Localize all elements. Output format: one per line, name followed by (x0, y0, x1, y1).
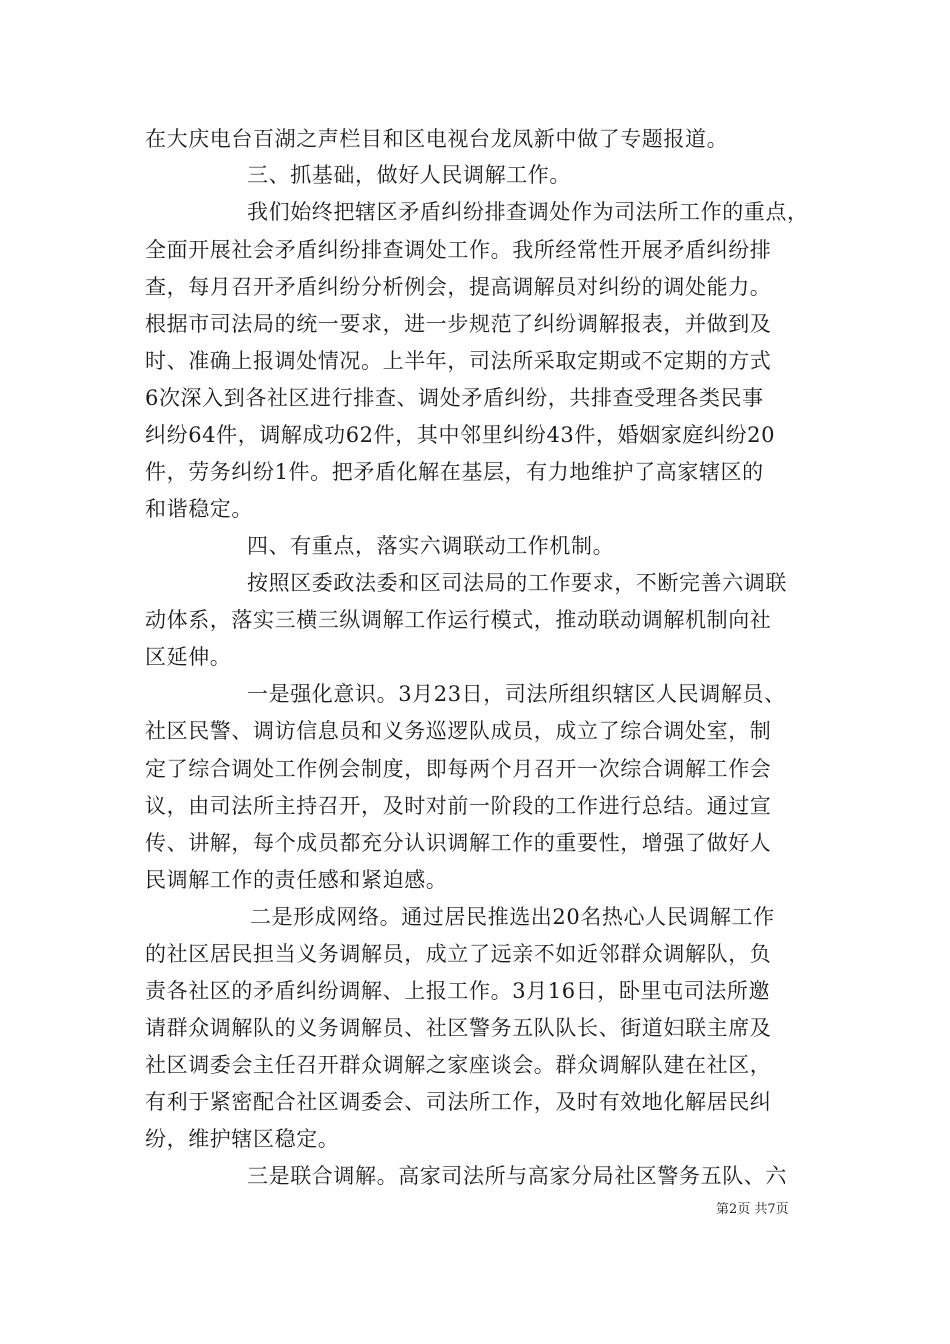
text-line: 查，每月召开矛盾纠纷分析例会，提高调解员对纠纷的调处能力。 (145, 275, 772, 299)
text-line: 议，由司法所主持召开，及时对前一阶段的工作进行总结。通过宣 (145, 794, 772, 818)
section-heading: 三、抓基础，做好人民调解工作。 (247, 163, 571, 187)
text-line: 有利于紧密配合社区调委会、司法所工作，及时有效地化解居民纠 (145, 1090, 772, 1114)
text-line: 按照区委政法委和区司法局的工作要求，不断完善六调联 (247, 571, 787, 595)
text-line: 和谐稳定。 (145, 497, 253, 521)
text-line: 在大庆电台百湖之声栏目和区电视台龙凤新中做了专题报道。 (145, 127, 729, 151)
text-line: 请群众调解队的义务调解员、社区警务五队队长、街道妇联主席及 (145, 1016, 772, 1040)
text-line: 责各社区的矛盾纠纷调解、上报工作。3月16日，卧里屯司法所邀 (145, 979, 771, 1003)
text-line: 二是形成网络。通过居民推选出20名热心人民调解工作 (250, 905, 775, 929)
text-line: 社区调委会主任召开群众调解之家座谈会。群众调解队建在社区， (145, 1053, 772, 1077)
text-line: 动体系，落实三横三纵调解工作运行模式，推动联动调解机制向社 (145, 608, 772, 632)
text-line: 全面开展社会矛盾纠纷排查调处工作。我所经常性开展矛盾纠纷排 (145, 238, 772, 262)
text-line: 三是联合调解。高家司法所与高家分局社区警务五队、六 (247, 1164, 787, 1188)
text-line: 时、准确上报调处情况。上半年，司法所采取定期或不定期的方式 (145, 349, 772, 373)
text-line: 件，劳务纠纷1件。把矛盾化解在基层，有力地维护了高家辖区的 (145, 460, 764, 484)
section-heading: 四、有重点，落实六调联动工作机制。 (247, 534, 615, 558)
text-line: 民调解工作的责任感和紧迫感。 (145, 868, 448, 892)
text-line: 传、讲解，每个成员都充分认识调解工作的重要性，增强了做好人 (145, 831, 772, 855)
text-line: 纷，维护辖区稳定。 (145, 1127, 340, 1151)
text-line: 一是强化意识。3月23日，司法所组织辖区人民调解员、 (247, 682, 786, 706)
text-line: 区延伸。 (145, 645, 232, 669)
text-line: 社区民警、调访信息员和义务巡逻队成员，成立了综合调处室，制 (145, 719, 772, 743)
text-line: 我们始终把辖区矛盾纠纷排查调处作为司法所工作的重点， (247, 200, 809, 224)
text-line: 纠纷64件，调解成功62件，其中邻里纠纷43件，婚姻家庭纠纷20 (145, 423, 776, 447)
text-line: 6次深入到各社区进行排查、调处矛盾纠纷，共排查受理各类民事 (145, 386, 764, 410)
page-number: 第2页 共7页 (716, 1202, 789, 1217)
text-line: 的社区居民担当义务调解员，成立了远亲不如近邻群众调解队，负 (145, 942, 772, 966)
text-line: 根据市司法局的统一要求，进一步规范了纠纷调解报表，并做到及 (145, 312, 772, 336)
text-line: 定了综合调处工作例会制度，即每两个月召开一次综合调解工作会 (145, 757, 772, 781)
